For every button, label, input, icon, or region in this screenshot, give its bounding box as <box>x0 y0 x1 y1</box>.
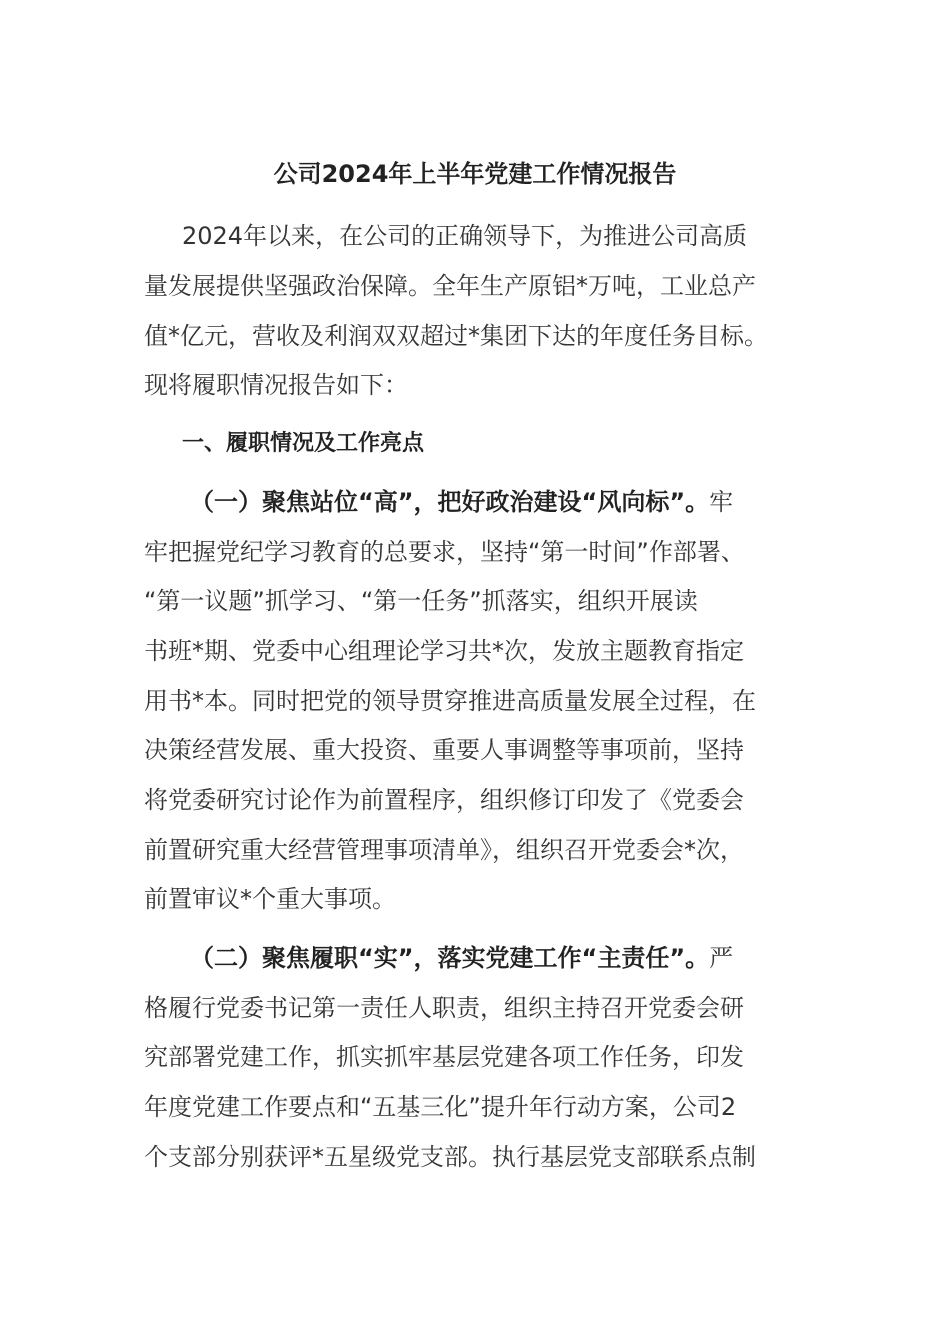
item-1-line-7: 前置研究重大经营管理事项清单》，组织召开党委会*次， <box>144 836 744 864</box>
item-1-line-3: 书班*期、党委中心组理论学习共*次，发放主题教育指定 <box>144 637 744 665</box>
item-1-line-4: 用书*本。同时把党的领导贯穿推进高质量发展全过程，在 <box>144 687 756 715</box>
item-2-line-4: 个支部分别获评*五星级党支部。执行基层党支部联系点制 <box>144 1143 756 1171</box>
item-1-line-8: 前置审议*个重大事项。 <box>144 885 396 913</box>
document-title: 公司2024年上半年党建工作情况报告 <box>273 160 677 188</box>
item-2-line-2: 究部署党建工作，抓实抓牢基层党建各项工作任务，印发 <box>144 1043 744 1071</box>
section-heading: 一、履职情况及工作亮点 <box>182 431 425 456</box>
intro-line-2: 量发展提供坚强政治保障。全年生产原铝*万吨，工业总产 <box>144 272 756 300</box>
item-2-line-1: 格履行党委书记第一责任人职责，组织主持召开党委会研 <box>144 994 744 1022</box>
item-1-lead-tail: 牢 <box>709 488 734 516</box>
item-2-lead: （二）聚焦履职“实”，落实党建工作“主责任”。 <box>190 944 710 972</box>
item-1-line-5: 决策经营发展、重大投资、重要人事调整等事项前，坚持 <box>144 736 744 764</box>
intro-line-3: 值*亿元，营收及利润双双超过*集团下达的年度任务目标。 <box>144 322 768 350</box>
intro-line-1: 2024年以来，在公司的正确领导下，为推进公司高质 <box>182 222 748 250</box>
item-2-line-3: 年度党建工作要点和“五基三化”提升年行动方案，公司2 <box>144 1093 737 1121</box>
item-2-lead-tail: 严 <box>709 944 734 972</box>
item-1-line-1: 牢把握党纪学习教育的总要求，坚持“第一时间”作部署、 <box>144 538 745 566</box>
item-1-lead-line <box>190 484 860 520</box>
item-1-line-2: “第一议题”抓学习、“第一任务”抓落实，组织开展读 <box>144 587 698 615</box>
item-2-lead-line <box>190 940 860 976</box>
item-1-lead: （一）聚焦站位“高”，把好政治建设“风向标”。 <box>190 488 710 516</box>
intro-line-4: 现将履职情况报告如下： <box>144 371 408 399</box>
item-1-line-6: 将党委研究讨论作为前置程序，组织修订印发了《党委会 <box>144 786 744 814</box>
